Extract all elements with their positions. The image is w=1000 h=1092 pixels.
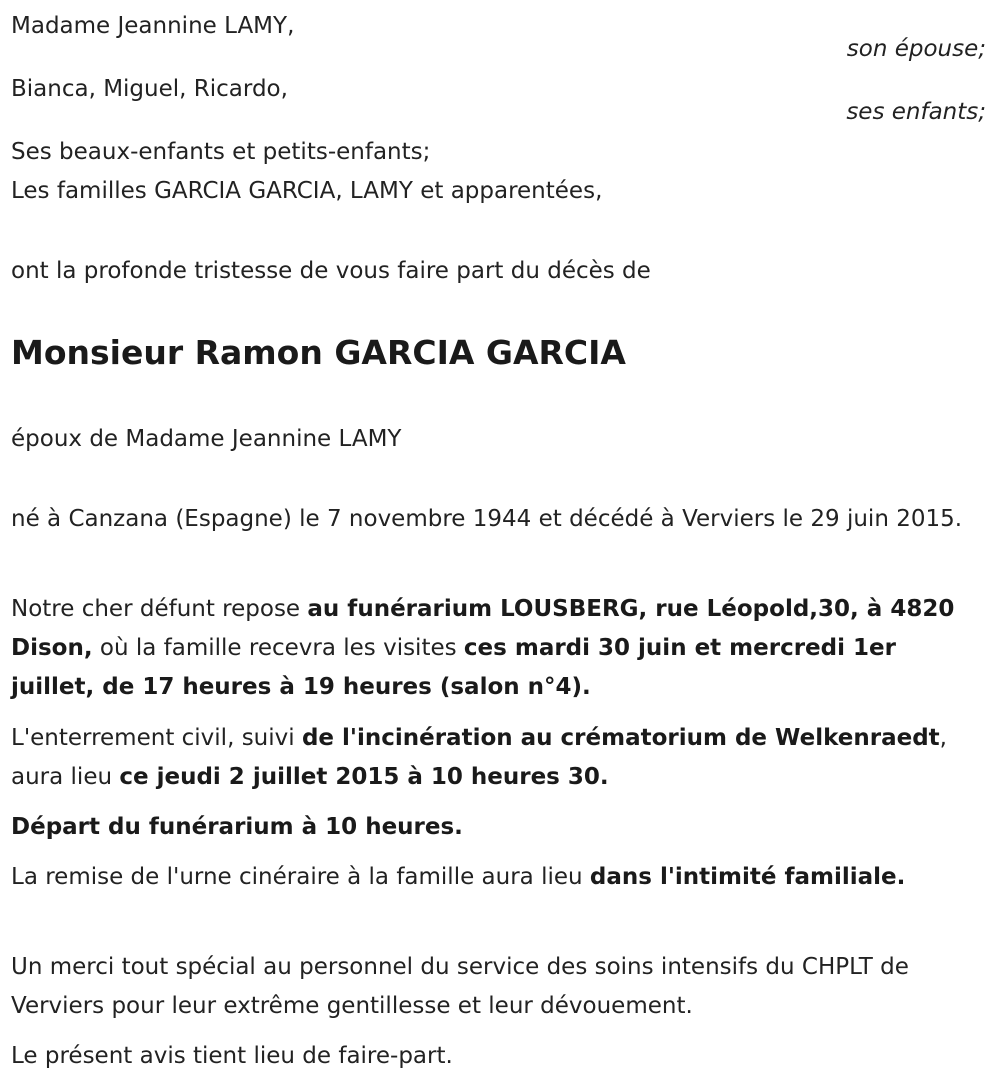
visit-text-2: où la famille recevra les visites: [92, 635, 464, 661]
children-role: ses enfants;: [846, 99, 986, 125]
urn-intimacy: dans l'intimité familiale.: [589, 864, 906, 890]
announcement-line: ont la profonde tristesse de vous faire part du décès de: [11, 258, 651, 284]
funeral-date: ce jeudi 2 juillet 2015 à 10 heures 30.: [119, 764, 609, 790]
urn-paragraph: [11, 858, 986, 897]
visit-paragraph: [11, 590, 986, 707]
wife-role: son épouse;: [846, 36, 986, 62]
grandchildren-line: Ses beaux-enfants et petits-enfants;: [11, 139, 431, 165]
funeral-paragraph: [11, 719, 986, 797]
thanks-paragraph: Un merci tout spécial au personnel du service des soins intensifs du CHPLT de Verviers pour leur extrême gentillesse et leur dévouement.: [11, 954, 909, 1019]
wife-name: Madame Jeannine LAMY,: [11, 13, 295, 39]
families-line: Les familles GARCIA GARCIA, LAMY et apparentées,: [11, 178, 603, 204]
visit-text-1: Notre cher défunt repose: [11, 596, 308, 622]
children-names: Bianca, Miguel, Ricardo,: [11, 76, 288, 102]
visit-times: ces mardi 30 juin et mercredi 1er juillet, de 17 heures à 19 heures (salon n°4).: [11, 635, 896, 700]
departure-paragraph: [11, 808, 986, 847]
funeral-text-1: L'enterrement civil, suivi: [11, 725, 302, 751]
closing-line: Le présent avis tient lieu de faire-part.: [11, 1043, 453, 1069]
funeral-text-2: , aura lieu: [11, 725, 947, 790]
deceased-name: Monsieur Ramon GARCIA GARCIA: [11, 333, 626, 372]
spouse-line: époux de Madame Jeannine LAMY: [11, 426, 402, 452]
departure-line: Départ du funérarium à 10 heures.: [11, 814, 463, 840]
funeral-cremation: de l'incinération au crématorium de Welkenraedt: [301, 725, 940, 751]
birth-death-paragraph: né à Canzana (Espagne) le 7 novembre 1944 et décédé à Verviers le 29 juin 2015.: [11, 506, 963, 532]
visit-location: au funérarium LOUSBERG, rue Léopold,30, à 4820 Dison,: [11, 596, 955, 661]
urn-text: La remise de l'urne cinéraire à la famille aura lieu: [11, 864, 590, 890]
